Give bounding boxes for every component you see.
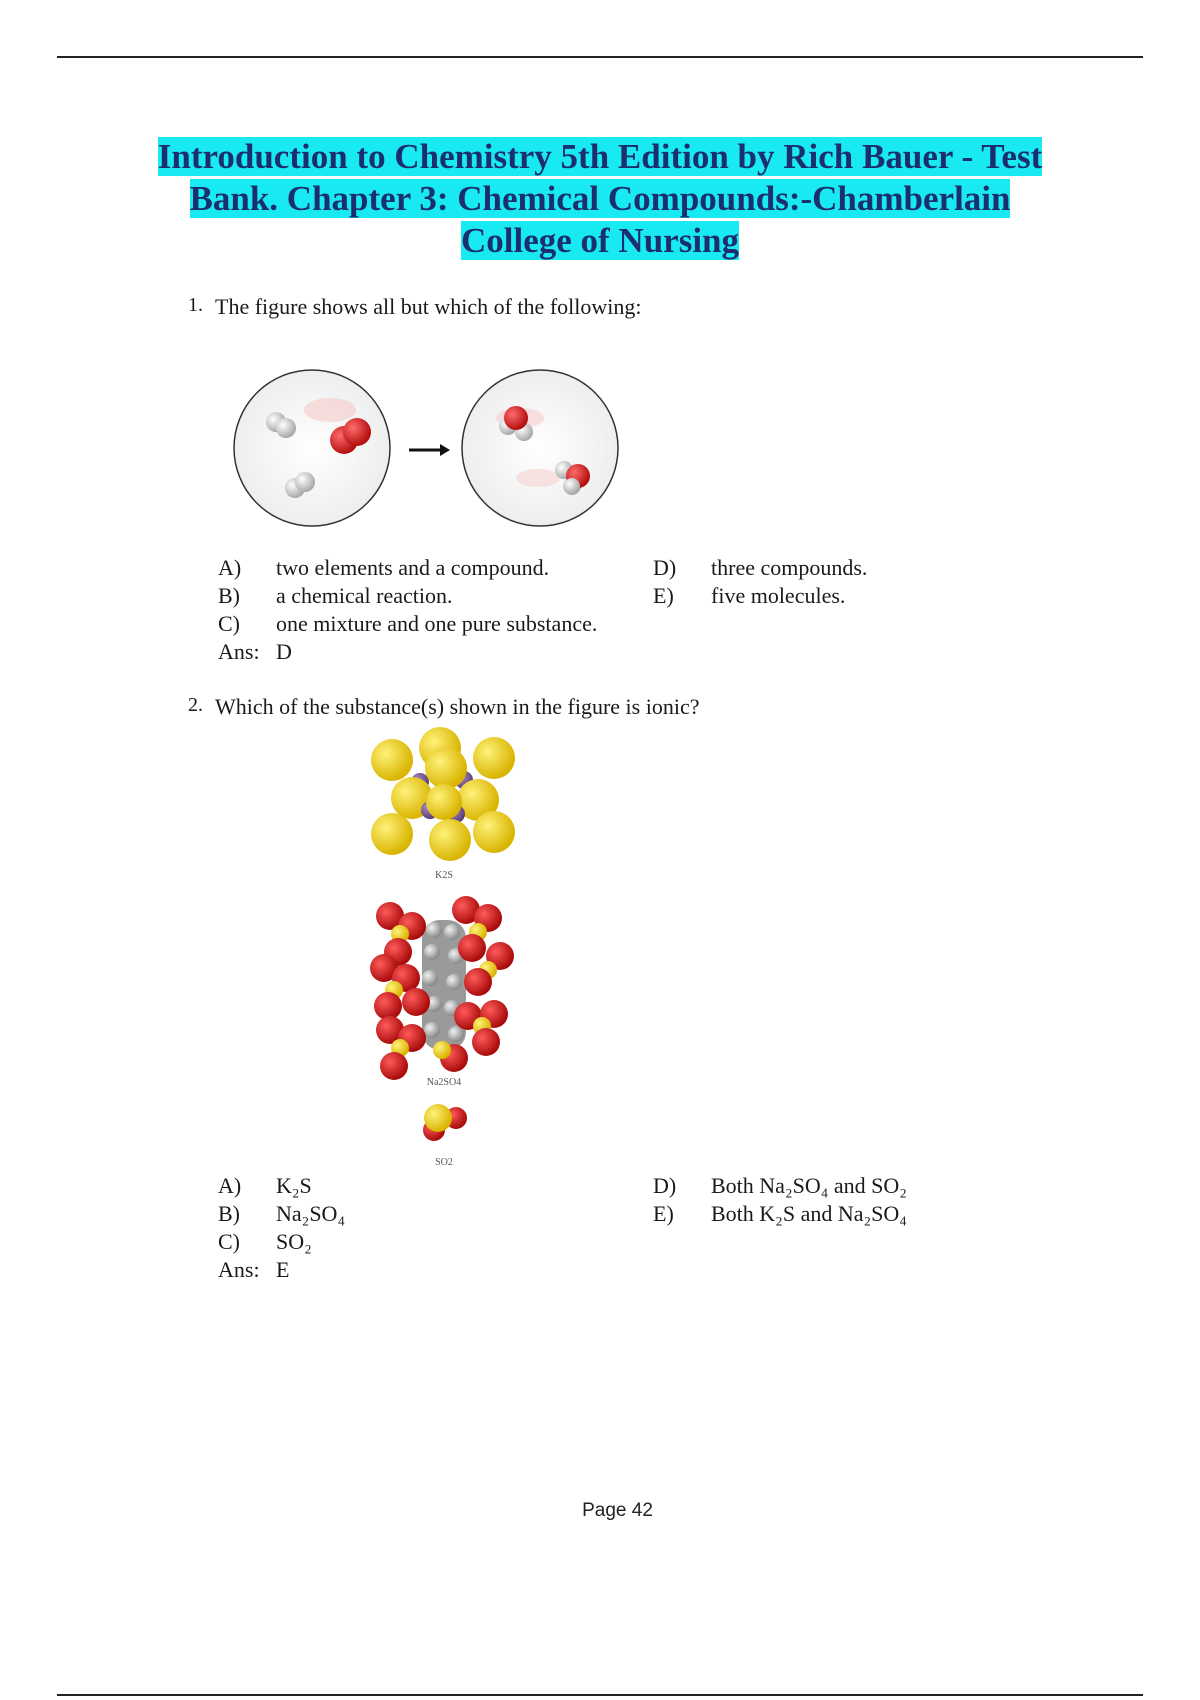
answer-value: D [276,639,292,664]
arrow-icon [409,444,450,456]
choice-a[interactable] [218,554,597,582]
choice-e[interactable] [653,582,867,610]
k2s-caption: K2S [435,870,453,881]
k2s-lattice [371,727,515,861]
choice-a[interactable] [218,1172,345,1200]
question-1-text: The figure shows all but which of the following: [215,294,642,319]
choice-letter: E) [653,583,674,608]
choice-letter: C) [218,611,240,636]
answer-line [218,638,597,666]
choice-text: five molecules. [711,583,846,608]
choice-e[interactable] [653,1200,907,1228]
question-1-choices-right [653,554,867,610]
question-2 [188,694,699,720]
question-1-number: 1. [188,294,203,316]
choice-letter: A) [218,555,242,580]
question-2-choices-right [653,1172,907,1228]
choice-text: one mixture and one pure substance. [276,611,598,636]
choice-letter: D) [653,555,677,580]
choice-letter: A) [218,1173,242,1198]
reactants-container [234,370,390,526]
answer-label: Ans: [218,1257,260,1282]
choice-d[interactable] [653,1172,907,1200]
choice-d[interactable] [653,554,867,582]
choice-c[interactable] [218,610,597,638]
choice-letter: B) [218,583,240,608]
products-container [462,370,618,526]
choice-b[interactable] [218,582,597,610]
so2-caption: SO2 [435,1157,453,1168]
choice-letter: C) [218,1229,240,1254]
substances-figure [360,720,530,1170]
choice-text: three compounds. [711,555,868,580]
choice-b[interactable] [218,1200,345,1228]
choice-letter: B) [218,1201,240,1226]
choice-letter: D) [653,1173,677,1198]
question-2-text: Which of the substance(s) shown in the figure is ionic? [215,694,700,719]
answer-value: E [276,1257,290,1282]
document-title-text: Introduction to Chemistry 5th Edition by Rich Bauer - Test Bank. Chapter 3: Chemical Compounds:-Chamberlain College of Nursing [157,137,1043,260]
question-1-choices-left [218,554,597,666]
answer-label: Ans: [218,639,260,664]
question-1 [188,294,641,320]
choice-c[interactable] [218,1228,345,1256]
choice-text: Na₂SO₄ [276,1201,346,1226]
page-number: Page 42 [582,1500,653,1521]
choice-text: K₂S [276,1173,312,1198]
question-2-choices-left [218,1172,345,1284]
bottom-rule [57,1694,1143,1696]
so2-molecule [423,1104,467,1141]
choice-text: Both Na₂SO₄ and SO₂ [711,1173,907,1198]
choice-letter: E) [653,1201,674,1226]
question-2-number: 2. [188,694,203,716]
choice-text: a chemical reaction. [276,583,453,608]
na2so4-caption: Na2SO4 [426,1077,462,1088]
reaction-figure [220,360,640,540]
choice-text: SO₂ [276,1229,312,1254]
choice-text: two elements and a compound. [276,555,550,580]
answer-line [218,1256,345,1284]
choice-text: Both K₂S and Na₂SO₄ [711,1201,907,1226]
document-title [130,136,1070,262]
na2so4-lattice [370,896,514,1080]
top-rule [57,56,1143,58]
